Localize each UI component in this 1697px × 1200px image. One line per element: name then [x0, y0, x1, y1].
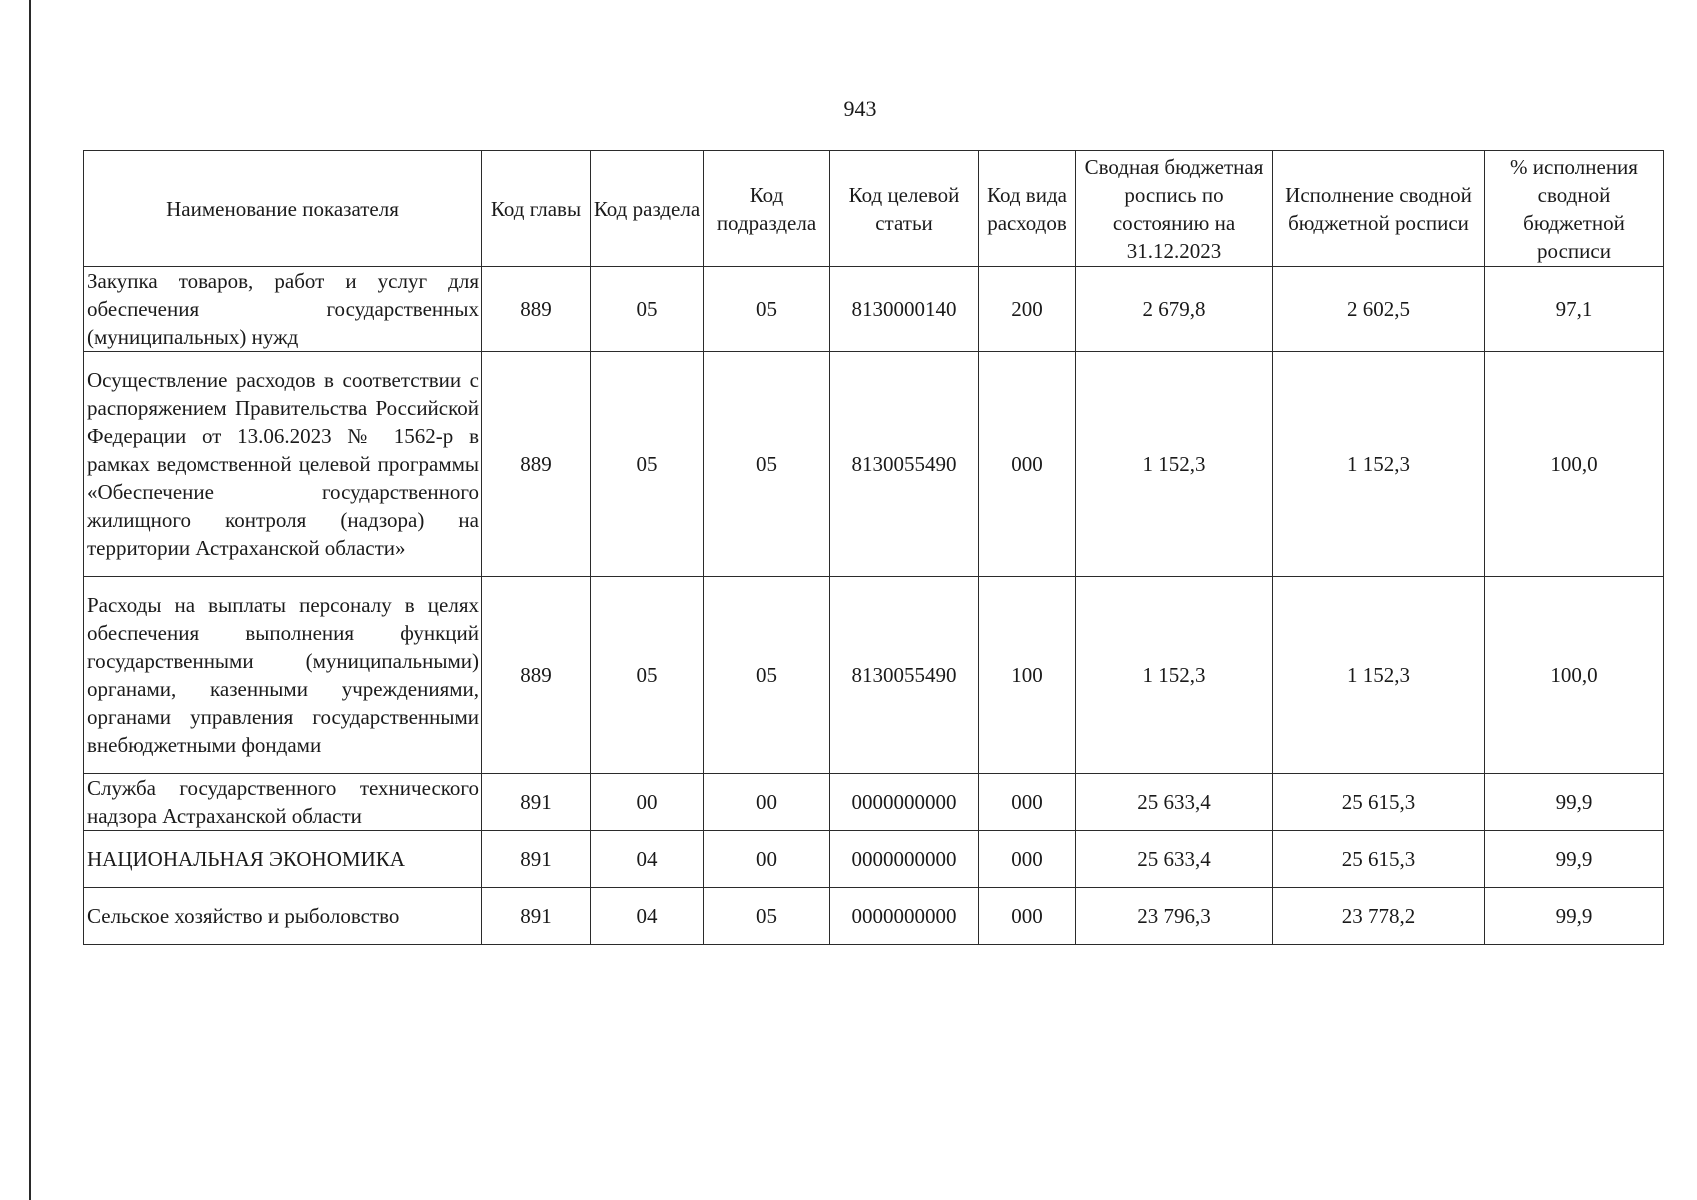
cell-razdel: 00 — [591, 774, 704, 831]
cell-celevaya: 0000000000 — [830, 831, 979, 888]
cell-name: Сельское хозяйство и рыболовство — [84, 888, 482, 945]
cell-vid: 100 — [979, 577, 1076, 774]
cell-procent: 100,0 — [1485, 352, 1664, 577]
cell-podrazdel: 05 — [704, 352, 830, 577]
table-row — [84, 774, 1664, 831]
cell-celevaya: 8130000140 — [830, 267, 979, 352]
cell-vid: 000 — [979, 888, 1076, 945]
table-header-row — [84, 151, 1664, 267]
header-celevaya: Код целевой статьи — [830, 151, 979, 267]
cell-glava: 891 — [482, 888, 591, 945]
cell-celevaya: 8130055490 — [830, 577, 979, 774]
header-vid: Код вида расходов — [979, 151, 1076, 267]
cell-name: Осуществление расходов в соответствии с распоряжением Правительства Российской Федерации от 13.06.2023 № 1562-р в рамках ведомственной целевой программы «Обеспечение государственного жилищного контроля (надзора) на территории Астраханской области» — [84, 352, 482, 577]
header-glava: Код главы — [482, 151, 591, 267]
cell-celevaya: 8130055490 — [830, 352, 979, 577]
cell-vid: 000 — [979, 774, 1076, 831]
cell-ispolnenie: 1 152,3 — [1273, 352, 1485, 577]
cell-procent: 100,0 — [1485, 577, 1664, 774]
cell-rospis: 1 152,3 — [1076, 577, 1273, 774]
cell-podrazdel: 05 — [704, 267, 830, 352]
cell-glava: 889 — [482, 577, 591, 774]
cell-procent: 99,9 — [1485, 888, 1664, 945]
table-row — [84, 352, 1664, 577]
budget-execution-table — [83, 150, 1664, 945]
cell-vid: 000 — [979, 352, 1076, 577]
header-razdel: Код раздела — [591, 151, 704, 267]
cell-rospis: 25 633,4 — [1076, 831, 1273, 888]
cell-rospis: 1 152,3 — [1076, 352, 1273, 577]
cell-name: Расходы на выплаты персоналу в целях обеспечения выполнения функций государственными (муниципальными) органами, казенными учреждениями, органами управления государственными внебюджетными фондами — [84, 577, 482, 774]
header-ispolnenie: Исполнение сводной бюджетной росписи — [1273, 151, 1485, 267]
table-row — [84, 577, 1664, 774]
table-row — [84, 267, 1664, 352]
table-row — [84, 831, 1664, 888]
cell-razdel: 05 — [591, 352, 704, 577]
cell-ispolnenie: 25 615,3 — [1273, 774, 1485, 831]
cell-podrazdel: 00 — [704, 774, 830, 831]
cell-rospis: 23 796,3 — [1076, 888, 1273, 945]
cell-ispolnenie: 2 602,5 — [1273, 267, 1485, 352]
cell-ispolnenie: 23 778,2 — [1273, 888, 1485, 945]
cell-procent: 99,9 — [1485, 774, 1664, 831]
cell-name: Служба государственного технического надзора Астраханской области — [84, 774, 482, 831]
header-rospis: Сводная бюджетная роспись по состоянию на 31.12.2023 — [1076, 151, 1273, 267]
cell-razdel: 04 — [591, 831, 704, 888]
cell-glava: 891 — [482, 831, 591, 888]
header-procent: % исполнения сводной бюджетной росписи — [1485, 151, 1664, 267]
cell-vid: 200 — [979, 267, 1076, 352]
cell-rospis: 25 633,4 — [1076, 774, 1273, 831]
cell-ispolnenie: 25 615,3 — [1273, 831, 1485, 888]
cell-razdel: 04 — [591, 888, 704, 945]
cell-ispolnenie: 1 152,3 — [1273, 577, 1485, 774]
cell-razdel: 05 — [591, 267, 704, 352]
cell-procent: 99,9 — [1485, 831, 1664, 888]
cell-podrazdel: 05 — [704, 577, 830, 774]
cell-glava: 889 — [482, 267, 591, 352]
page-number: 943 — [843, 96, 877, 121]
header-name: Наименование показателя — [84, 151, 482, 267]
cell-celevaya: 0000000000 — [830, 774, 979, 831]
cell-glava: 891 — [482, 774, 591, 831]
cell-podrazdel: 00 — [704, 831, 830, 888]
cell-name: НАЦИОНАЛЬНАЯ ЭКОНОМИКА — [84, 831, 482, 888]
scan-edge-line — [29, 0, 31, 1200]
table-row — [84, 888, 1664, 945]
cell-rospis: 2 679,8 — [1076, 267, 1273, 352]
cell-celevaya: 0000000000 — [830, 888, 979, 945]
cell-name: Закупка товаров, работ и услуг для обеспечения государственных (муниципальных) нужд — [84, 267, 482, 352]
cell-glava: 889 — [482, 352, 591, 577]
cell-podrazdel: 05 — [704, 888, 830, 945]
cell-razdel: 05 — [591, 577, 704, 774]
cell-vid: 000 — [979, 831, 1076, 888]
header-podrazdel: Код подраздела — [704, 151, 830, 267]
cell-procent: 97,1 — [1485, 267, 1664, 352]
